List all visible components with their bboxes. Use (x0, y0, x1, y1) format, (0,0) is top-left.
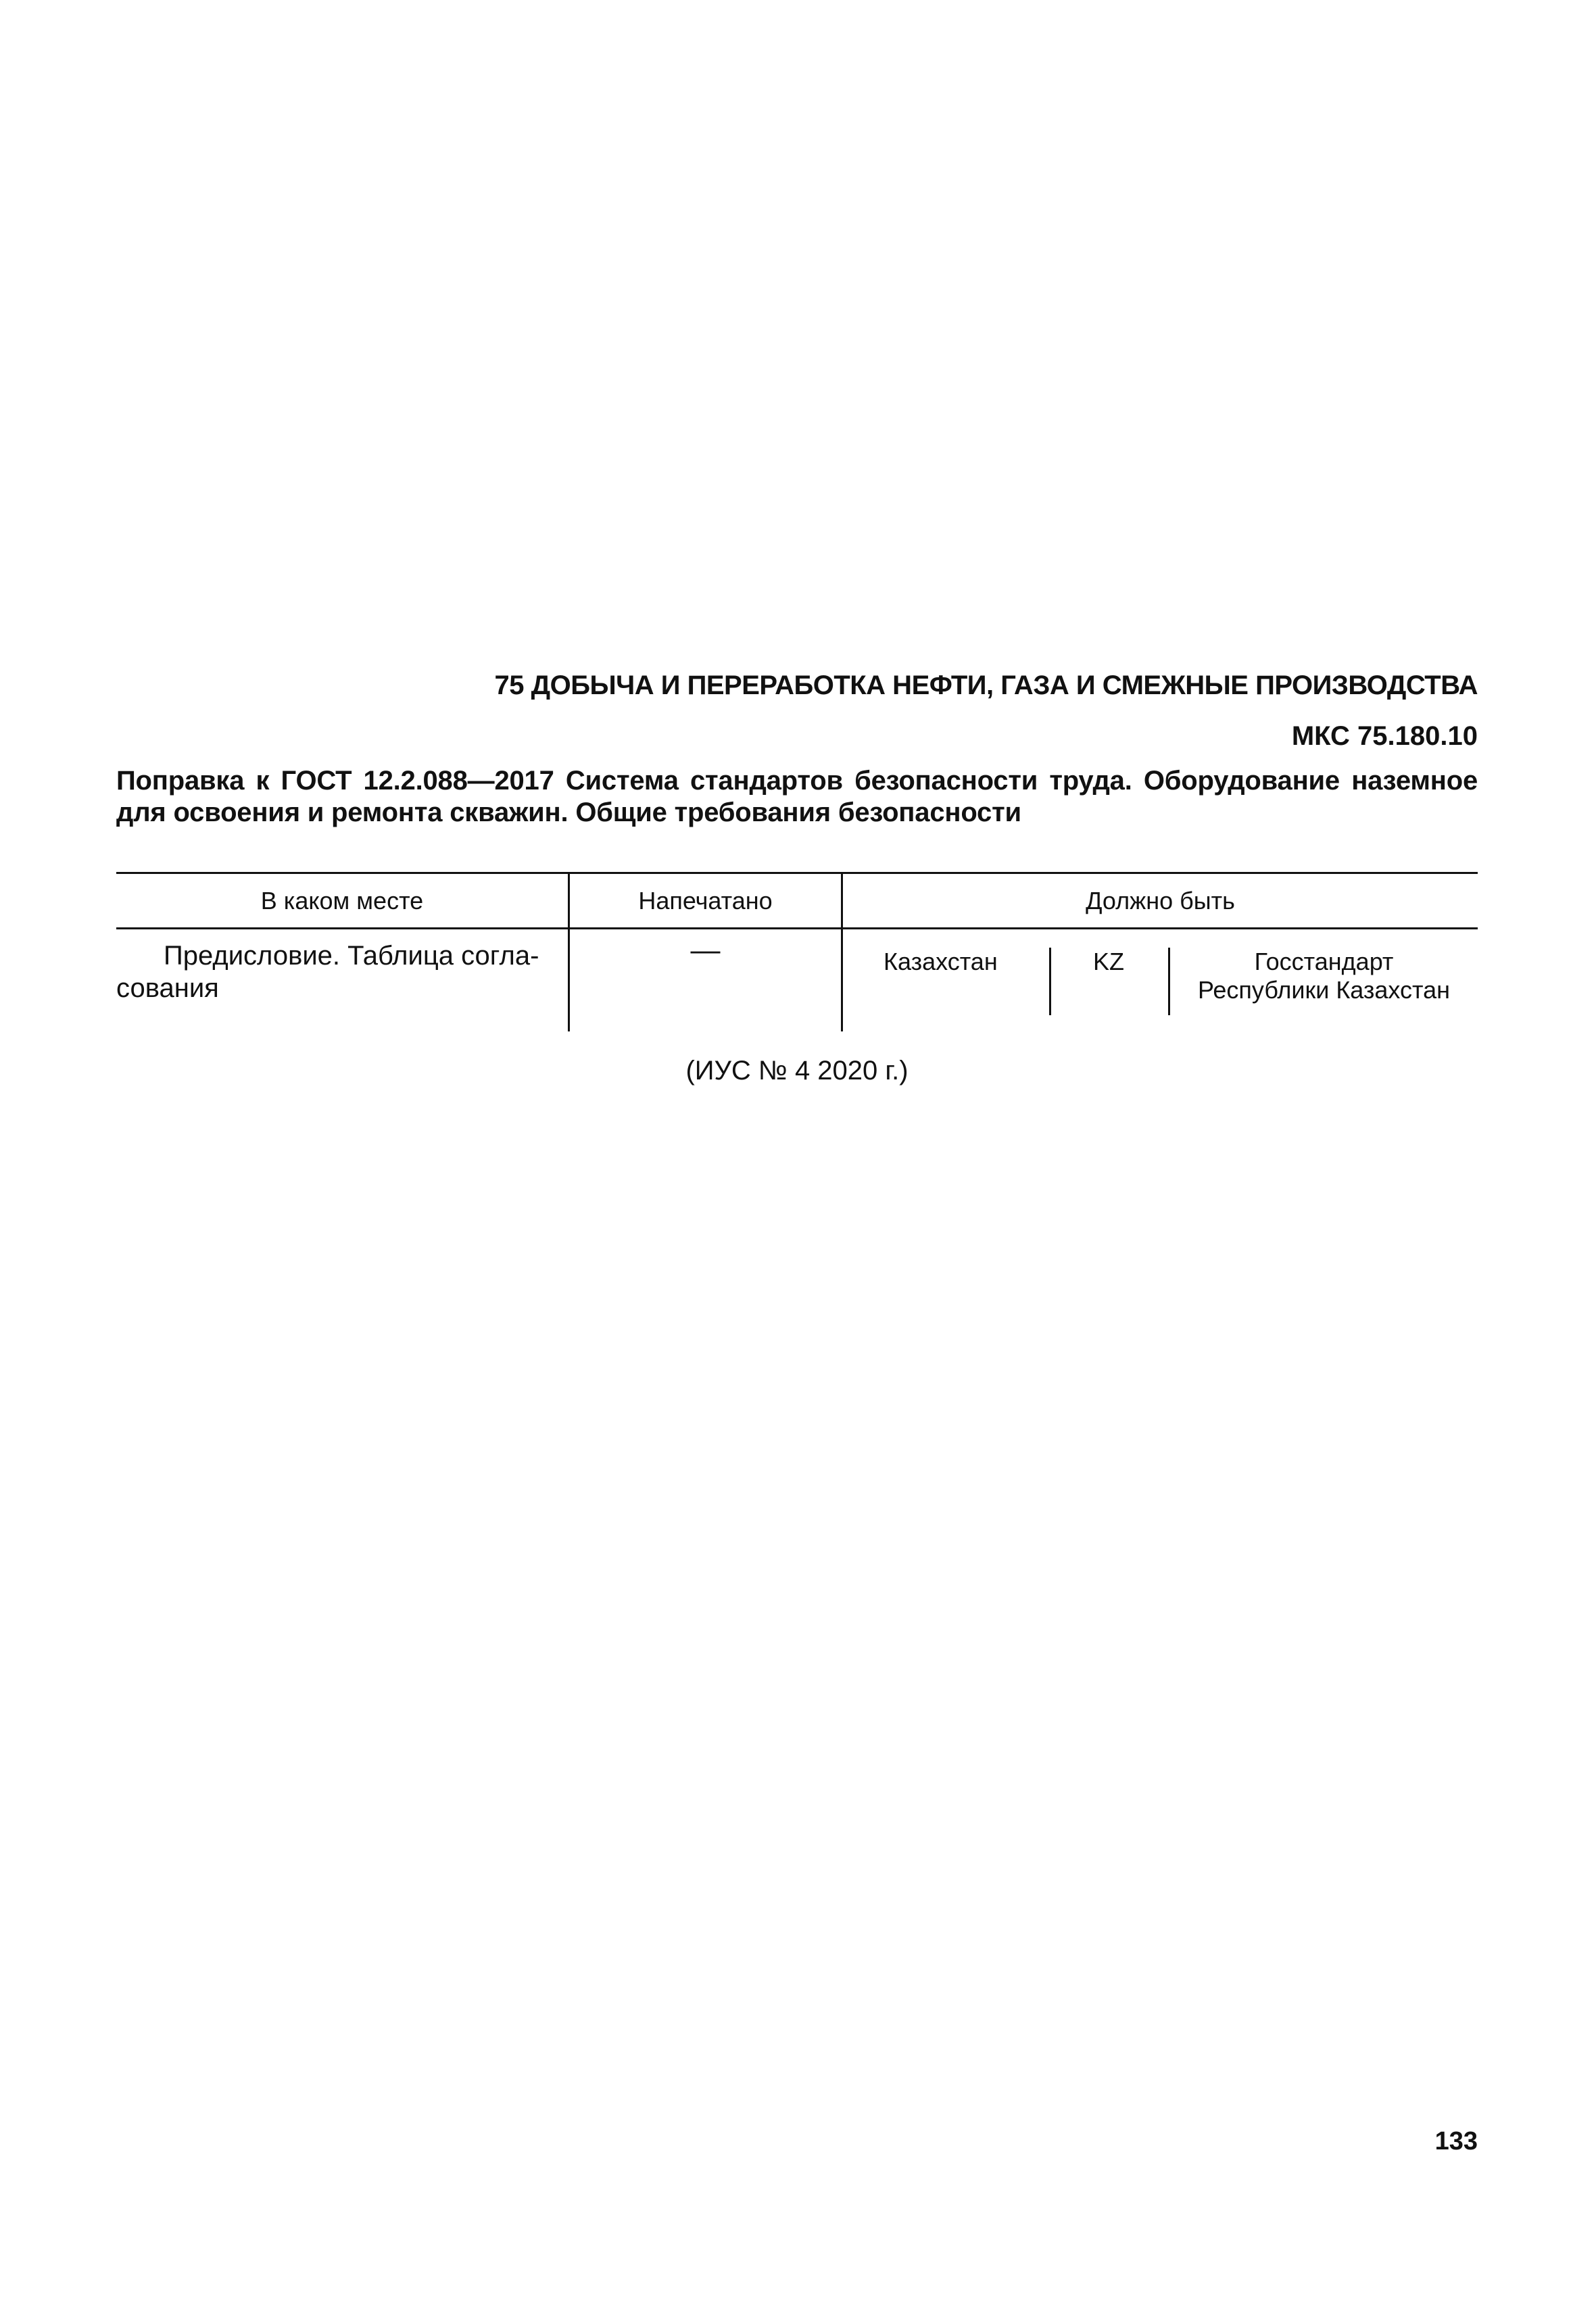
country-value: Казахстан (884, 948, 998, 975)
table-top-rule (116, 872, 1478, 874)
section-heading: 75 ДОБЫЧА И ПЕРЕРАБОТКА НЕФТИ, ГАЗА И СМЕЖНЫЕ ПРОИЗВОДСТВА (494, 671, 1478, 700)
agency-line-2: Республики Казахстан (1197, 976, 1451, 1004)
amendment-title: Поправка к ГОСТ 12.2.088—2017 Система стандартов безопасности труда. Оборудование наземное для освоения и ремонта скважин. Общие требования безопасности (116, 766, 1478, 827)
agency-line-1: Госстандарт (1254, 948, 1394, 975)
table-header-rule (116, 927, 1478, 929)
source-reference: (ИУС № 4 2020 г.) (685, 1056, 909, 1086)
code-value: KZ (1093, 948, 1125, 975)
header-printed: Напечатано (638, 887, 773, 915)
printed-value: — (690, 933, 721, 967)
mks-code: МКС 75.180.10 (1291, 721, 1478, 751)
amendment-table (116, 872, 1478, 1031)
header-where: В каком месте (260, 887, 424, 915)
where-line-1: Предисловие. Таблица согла- (164, 941, 539, 971)
header-should-be: Должно быть (1086, 887, 1235, 915)
where-line-2: сования (116, 973, 219, 1003)
inner-divider (1049, 948, 1051, 1015)
page-number: 133 (1434, 2127, 1478, 2155)
